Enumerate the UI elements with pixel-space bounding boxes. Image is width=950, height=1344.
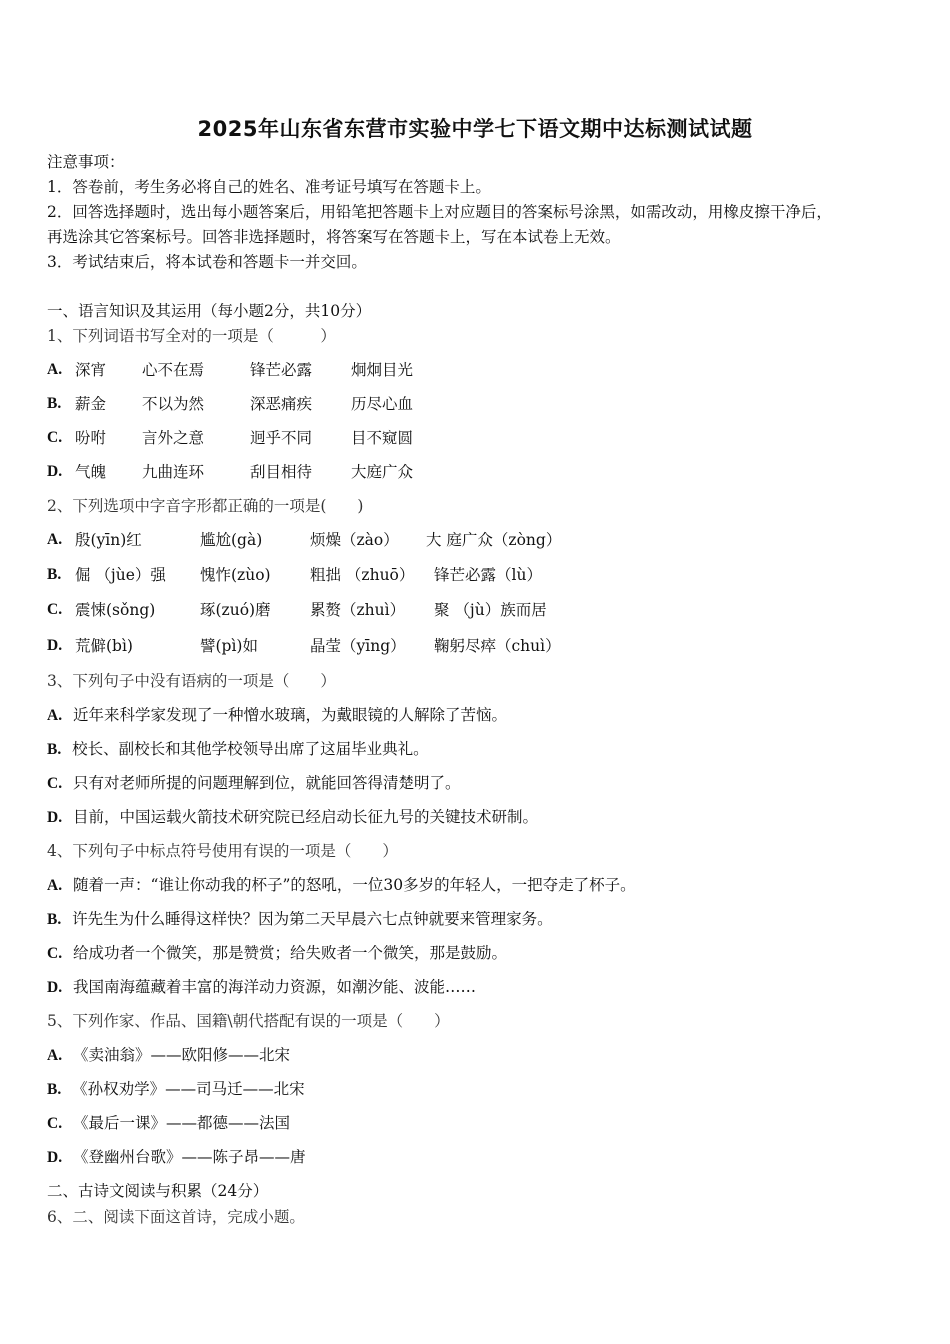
option-cell: 大庭广众 [351, 463, 414, 481]
option-cell: 譬(pì)如 [200, 637, 258, 655]
q5-option-d [47, 1147, 306, 1168]
q5-option-a [47, 1045, 290, 1066]
option-letter: B. [47, 395, 62, 412]
option-text: 我国南海蕴藏着丰富的海洋动力资源，如潮汐能、波能…… [73, 978, 477, 996]
section-heading: 一、语言知识及其运用（每小题2分，共10分） [47, 302, 372, 320]
question-stem: 1、下列词语书写全对的一项是（ ） [47, 327, 336, 345]
option-cell: 气魄 [75, 463, 107, 481]
q3-option-c [47, 773, 461, 794]
option-cell: 尴尬(gà) [200, 531, 263, 549]
option-cell: 九曲连环 [142, 463, 205, 481]
option-cell: 吩咐 [75, 429, 107, 447]
option-letter: D. [47, 1149, 63, 1166]
option-cell: 迥乎不同 [250, 429, 313, 447]
option-text: 《卖油翁》——欧阳修——北宋 [73, 1046, 291, 1064]
option-cell: 震悚(sǒng) [75, 601, 156, 619]
option-letter: A. [47, 1047, 63, 1064]
option-text: 随着一声：“谁让你动我的杯子”的怒吼，一位30多岁的年轻人，一把夺走了杯子。 [73, 876, 636, 894]
option-cell: 锋芒必露 [250, 361, 313, 379]
option-cell: 晶莹（yīng） [310, 637, 406, 655]
option-text: 目前，中国运载火箭技术研究院已经启动长征九号的关键技术研制。 [73, 808, 539, 826]
q4-option-a [47, 875, 636, 896]
option-cell: 刮目相待 [250, 463, 313, 481]
option-letter: D. [47, 637, 63, 654]
option-cell: 累赘（zhuì） [310, 601, 406, 619]
q5-option-b [47, 1079, 305, 1100]
option-cell: 荒僻(bì) [75, 637, 133, 655]
question-stem: 5、下列作家、作品、国籍\朝代搭配有误的一项是（ ） [47, 1012, 450, 1030]
q5-option-c [47, 1113, 290, 1134]
option-letter: C. [47, 1115, 63, 1132]
notice-item: 1．答卷前，考生务必将自己的姓名、准考证号填写在答题卡上。 [47, 178, 491, 196]
notice-item: 再选涂其它答案标号。回答非选择题时，将答案写在答题卡上，写在本试卷上无效。 [47, 228, 621, 246]
option-letter: B. [47, 741, 62, 758]
notice-item: 3．考试结束后，将本试卷和答题卡一并交回。 [47, 253, 367, 271]
page-title: 2025年山东省东营市实验中学七下语文期中达标测试试题 [197, 117, 753, 141]
option-cell: 历尽心血 [351, 395, 414, 413]
option-cell: 言外之意 [142, 429, 205, 447]
option-text: 给成功者一个微笑，那是赞赏；给失败者一个微笑，那是鼓励。 [73, 944, 508, 962]
option-text: 《登幽州台歌》——陈子昂——唐 [73, 1148, 306, 1166]
option-text: 校长、副校长和其他学校领导出席了这届毕业典礼。 [72, 740, 429, 758]
option-letter: A. [47, 877, 63, 894]
q4-option-c [47, 943, 507, 964]
q4-option-b [47, 909, 553, 930]
question-stem: 3、下列句子中没有语病的一项是（ ） [47, 672, 336, 690]
option-cell: 粗拙 （zhuō） [310, 566, 415, 584]
section-heading: 二、古诗文阅读与积累（24分） [47, 1182, 269, 1200]
option-cell: 炯炯目光 [351, 361, 414, 379]
option-cell: 殷(yīn)红 [75, 531, 142, 549]
option-letter: C. [47, 429, 63, 446]
option-text: 只有对老师所提的问题理解到位，就能回答得清楚明了。 [73, 774, 461, 792]
question-stem: 2、下列选项中字音字形都正确的一项是( ) [47, 497, 364, 515]
q3-option-b [47, 739, 429, 760]
option-cell: 不以为然 [142, 395, 205, 413]
option-letter: A. [47, 707, 63, 724]
option-cell: 鞠躬尽瘁（chuì） [434, 637, 561, 655]
notice-heading: 注意事项： [47, 153, 125, 171]
option-cell: 目不窥圆 [351, 429, 414, 447]
option-cell: 琢(zuó)磨 [200, 601, 271, 619]
question-stem: 6、二、阅读下面这首诗，完成小题。 [47, 1208, 305, 1226]
q4-option-d [47, 977, 476, 998]
option-letter: D. [47, 809, 63, 826]
option-letter: C. [47, 775, 63, 792]
option-cell: 心不在焉 [142, 361, 205, 379]
option-letter: B. [47, 911, 62, 928]
option-text: 《最后一课》——都德——法国 [73, 1114, 291, 1132]
option-text: 《孙权劝学》——司马迁——北宋 [72, 1080, 305, 1098]
option-cell: 深恶痛疾 [250, 395, 313, 413]
q3-option-a [47, 705, 507, 726]
question-stem: 4、下列句子中标点符号使用有误的一项是（ ） [47, 842, 398, 860]
option-letter: B. [47, 566, 62, 583]
option-cell: 愧怍(zùo) [200, 566, 271, 584]
option-letter: A. [47, 361, 63, 378]
option-cell: 锋芒必露（lù） [434, 566, 542, 584]
option-letter: D. [47, 979, 63, 996]
notice-item: 2．回答选择题时，选出每小题答案后，用铅笔把答题卡上对应题目的答案标号涂黑，如需改动，用橡皮擦干净后， [47, 203, 832, 221]
option-cell: 薪金 [75, 395, 107, 413]
q3-option-d [47, 807, 538, 828]
option-letter: C. [47, 945, 63, 962]
option-letter: B. [47, 1081, 62, 1098]
option-text: 许先生为什么睡得这样快？因为第二天早晨六七点钟就要来管理家务。 [72, 910, 553, 928]
option-cell: 倔 （jùe）强 [75, 566, 166, 584]
option-letter: C. [47, 601, 63, 618]
option-cell: 聚 （jù）族而居 [434, 601, 547, 619]
option-letter: A. [47, 531, 63, 548]
option-text: 近年来科学家发现了一种憎水玻璃，为戴眼镜的人解除了苦恼。 [73, 706, 508, 724]
option-cell: 烦燥（zào） [310, 531, 399, 549]
option-letter: D. [47, 463, 63, 480]
option-cell: 大 庭广众（zòng） [426, 531, 562, 549]
option-cell: 深宵 [75, 361, 107, 379]
